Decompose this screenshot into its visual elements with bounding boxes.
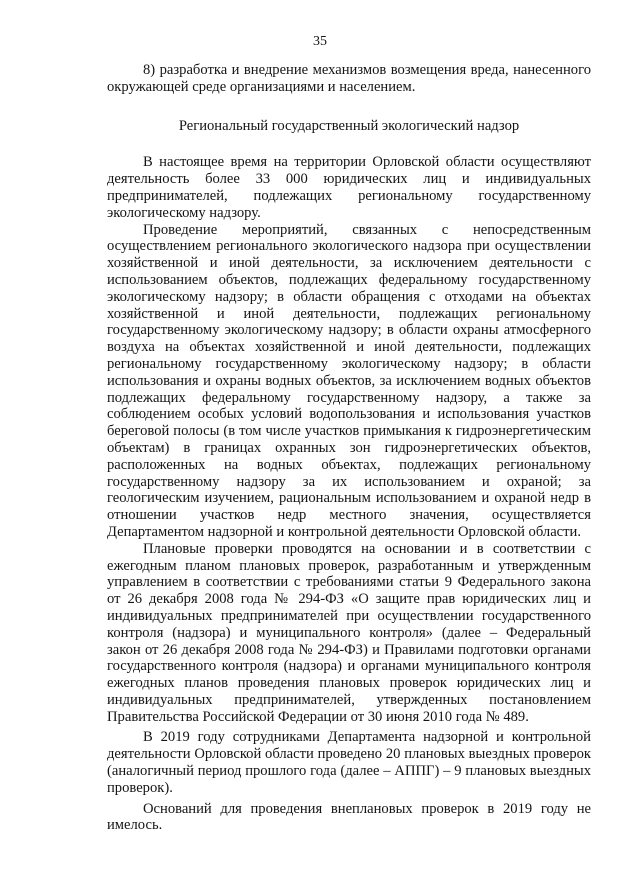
section-heading: Региональный государственный экологический надзор [178,117,520,134]
document-body [107,62,591,834]
page-number: 35 [313,34,327,49]
paragraph-2019-inspections: В 2019 году сотрудниками Департамента надзорной и контрольной деятельности Орловской области проведено 20 плановых выездных проверок (аналогичный период прошлого года (далее – АППГ) – 9 плановых выездных проверок). [107,729,591,796]
paragraph-organizations-count: В настоящее время на территории Орловской области осуществляют деятельность более 33 000 юридических лиц и индивидуальных предпринимателей, подлежащих региональному государственному экологическому надзору. [107,154,591,221]
paragraph-planned-inspections: Плановые проверки проводятся на основании и в соответствии с ежегодным планом плановых проверок, разработанным и утвержденным управлением в соответствии с требованиями статьи 9 Федерального закона от 26 декабря 2008 года № 294-ФЗ «О защите прав юридических лиц и индивидуальных предпринимателей при осуществлении государственного контроля (надзора) и муниципального контроля» (далее – Федеральный закон от 26 декабря 2008 года № 294-ФЗ) и Правилами подготовки органами государственного контроля (надзора) и органами муниципального контроля ежегодных планов проведения плановых проверок юридических лиц и индивидуальных предпринимателей, утвержденных постановлением Правительства Российской Федерации от 30 июня 2010 года № 489. [107,540,591,725]
paragraph-supervision-scope: Проведение мероприятий, связанных с непосредственным осуществлением регионального экологического надзора при осуществлении хозяйственной и иной деятельности, за исключением деятельности с использованием объектов, подлежащих федеральному государственному экологическому надзору; в области обращения с отходами на объектах хозяйственной и иной деятельности, подлежащих региональному государственному экологическому надзору; в области охраны атмосферного воздуха на объектах хозяйственной и иной деятельности, подлежащих региональному государственному экологическому надзору; в области использования и охраны водных объектов, за исключением водных объектов подлежащих федеральному государственному надзору, а также за соблюдением особых условий водопользования и использования участков береговой полосы (в том числе участков примыкания к гидроэнергетическим объектам) в границах охранных зон гидроэнергетических объектов, расположенных на водных объектах, подлежащих региональному государственному надзору за их использованием и охраной; за геологическим изучением, рациональным использованием и охраной недр в отношении участков недр местного значения, осуществляется Департаментом надзорной и контрольной деятельности Орловской области. [107,221,591,540]
intro-item-paragraph: 8) разработка и внедрение механизмов возмещения вреда, нанесенного окружающей среде организациями и населением. [107,62,591,95]
paragraph-unscheduled-inspections: Оснований для проведения внеплановых проверок в 2019 году не имелось. [107,800,591,834]
